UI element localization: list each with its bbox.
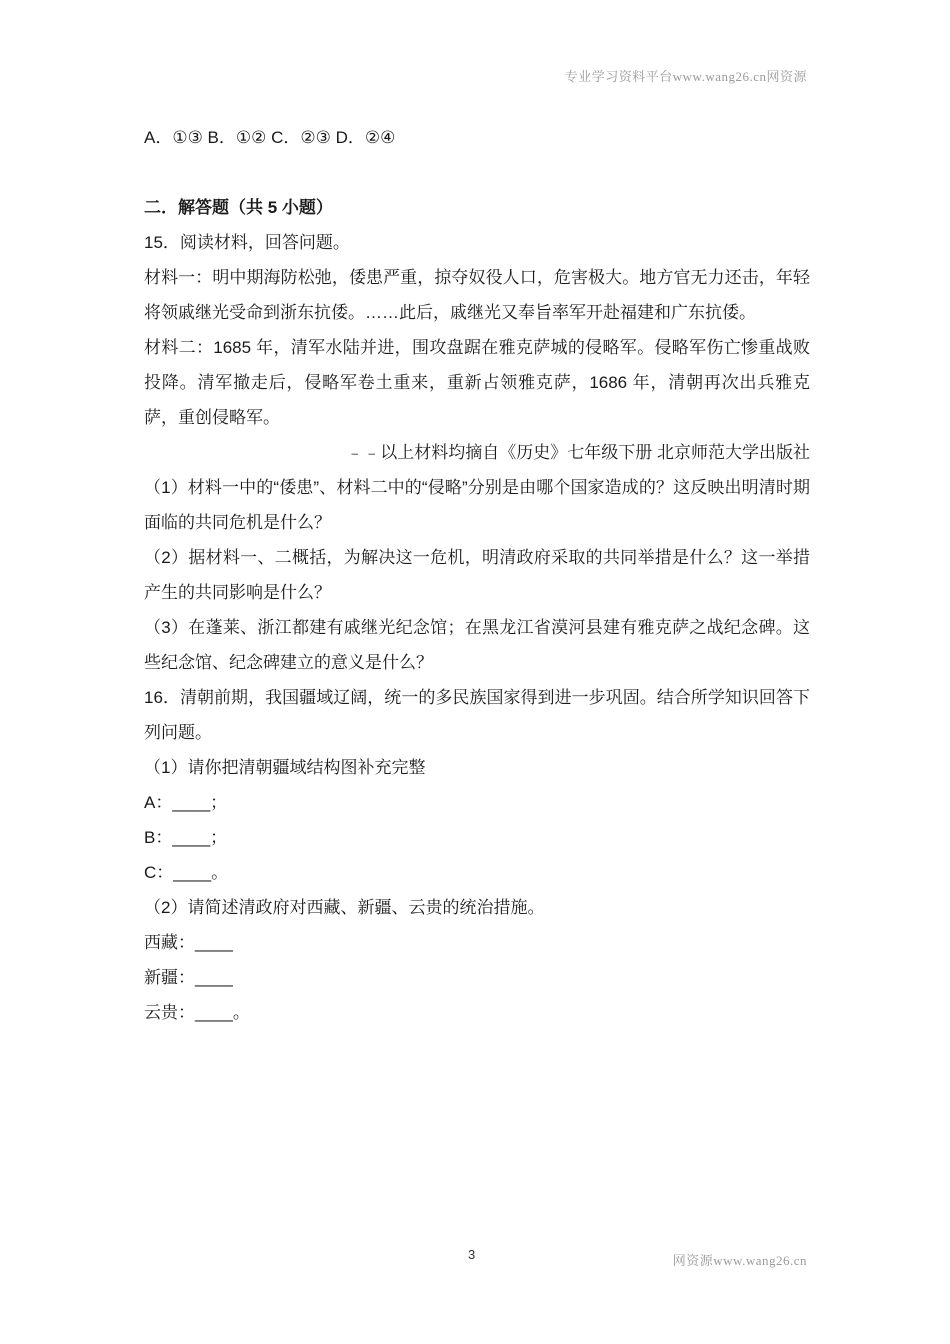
section-title: 二．解答题（共 5 小题） [144,198,333,217]
question-15-sub-3: （3）在蓬莱、浙江都建有戚继光纪念馆；在黑龙江省漠河县建有雅克萨之战纪念碑。这些纪念馆、纪念碑建立的意义是什么？ [144,618,810,672]
question-15-stem: 15．阅读材料，回答问题。 [144,233,350,252]
question-16-sub-1: （1）请你把清朝疆域结构图补充完整 [144,758,426,777]
question-16-stem: 16．清朝前期，我国疆域辽阔，统一的多民族国家得到进一步巩固。结合所学知识回答下列问题。 [144,688,810,742]
question-16-blank-tibet: 西藏：____ [144,933,233,952]
question-15-material-1: 材料一：明中期海防松弛，倭患严重，掠夺奴役人口，危害极大。地方官无力还击，年轻将领戚继光受命到浙东抗倭。……此后，戚继光又奉旨率军开赴福建和广东抗倭。 [144,268,810,322]
document-body [144,120,810,1030]
question-16-sub-2: （2）请简述清政府对西藏、新疆、云贵的统治措施。 [144,898,545,917]
question-15-sub-2: （2）据材料一、二概括，为解决这一危机，明清政府采取的共同举措是什么？这一举措产生的共同影响是什么？ [144,548,810,602]
question-15-sub-1: （1）材料一中的“倭患”、材料二中的“侵略”分别是由哪个国家造成的？这反映出明清时期面临的共同危机是什么？ [144,478,810,532]
footer-watermark: 网资源www.wang26.cn [672,1253,807,1268]
question-16-blank-b: B：____； [144,828,228,847]
page-number: 3 [468,1247,476,1262]
previous-question-options: A．①③ B．①② C．②③ D．②④ [144,128,396,147]
question-16-blank-c: C：____。 [144,863,229,882]
question-15-material-2: 材料二：1685 年，清军水陆并进，围攻盘踞在雅克萨城的侵略军。侵略军伤亡惨重战败投降。清军撤走后，侵略军卷土重来，重新占领雅克萨，1686 年，清朝再次出兵雅克萨，重创侵略军。 [144,338,810,427]
question-15-source: ﹣﹣以上材料均摘自《历史》七年级下册 北京师范大学出版社 [346,443,810,462]
header-watermark: 专业学习资料平台www.wang26.cn网资源 [564,69,807,84]
question-16-blank-a: A：____； [144,793,228,812]
question-16-blank-yungui: 云贵：____。 [144,1003,250,1022]
question-16-blank-xinjiang: 新疆：____ [144,968,233,987]
